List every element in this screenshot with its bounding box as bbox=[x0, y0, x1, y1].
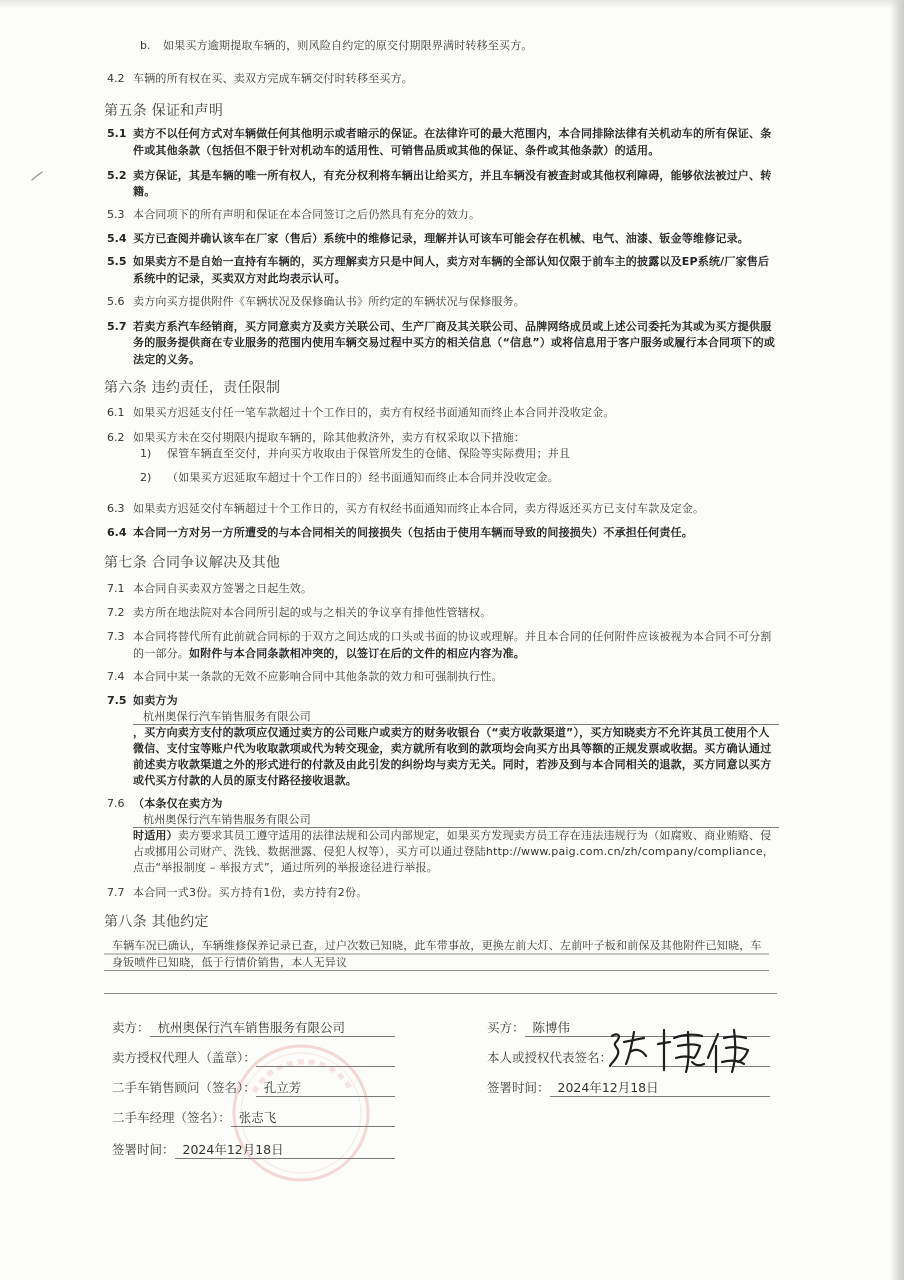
clause-6-1 bbox=[104, 405, 779, 422]
clause-5-3 bbox=[104, 207, 779, 224]
clause-5-7 bbox=[104, 319, 779, 369]
manager-label: 二手车经理（签名）： bbox=[112, 1110, 231, 1125]
clause-bold-text: 时适用） bbox=[133, 829, 178, 842]
clause-number: 5.1 bbox=[107, 127, 127, 140]
buyer-label: 买方： bbox=[487, 1020, 525, 1035]
scan-edge-top bbox=[0, 0, 904, 8]
clause-number: 2) bbox=[140, 471, 152, 484]
clause-number: 6.1 bbox=[107, 406, 125, 419]
clause-number: 7.5 bbox=[107, 693, 127, 707]
seller-company-field: 杭州奥保行汽车销售服务有限公司 bbox=[133, 709, 779, 725]
clause-7-3 bbox=[104, 629, 779, 662]
buyer-date-label: 签署时间： bbox=[487, 1080, 550, 1095]
clause-text-line bbox=[133, 828, 779, 876]
section-5-title: 第五条 保证和声明 bbox=[104, 103, 224, 119]
clauses-part-1 bbox=[104, 38, 779, 541]
clause-4-2 bbox=[104, 71, 779, 88]
clause-number: 5.7 bbox=[107, 319, 127, 333]
clause-number: 7.2 bbox=[107, 606, 125, 619]
clause-6-3 bbox=[104, 501, 779, 518]
clause-number: 7.4 bbox=[107, 670, 125, 683]
seller-agent-field bbox=[256, 1049, 395, 1067]
section-8-title: 第八条 其他约定 bbox=[104, 914, 209, 930]
section-6-title: 第六条 违约责任，责任限制 bbox=[104, 380, 281, 396]
clause-number: 5.3 bbox=[107, 208, 125, 221]
clause-4-1-b bbox=[104, 38, 779, 55]
clause-text: 保管车辆直至交付，并向买方收取由于保管所发生的仓储、保险等实际费用；并且 bbox=[167, 447, 571, 460]
clause-text: 买方已查阅并确认该车在厂家（售后）系统中的维修记录，理解并认可该车可能会存在机械、电气、油漆、钣金等维修记录。 bbox=[133, 232, 749, 245]
clause-text: 如果卖方迟延交付车辆超过十个工作日的，买方有权经书面通知而终止本合同，卖方得返还买方已支付车款及定金。 bbox=[133, 501, 705, 515]
clause-7-2 bbox=[104, 605, 779, 622]
clause-number: 7.7 bbox=[107, 886, 125, 899]
clause-text: 本合同中某一条款的无效不应影响合同中其他条款的效力和可强制执行性。 bbox=[133, 670, 503, 683]
seller-agent-label: 卖方授权代理人（盖章）： bbox=[112, 1050, 256, 1065]
clause-text: ，买方向卖方支付的款项应仅通过卖方的公司账户或卖方的财务收银台（“卖方收款渠道”），买方知晓卖方不允许其员工使用个人微信、支付宝等账户代为收取款项或代为转交现金，卖方就所有收到的款项均会向买方出具等额的正规发票或收据。买方确认通过前述卖方收款渠道之外的形式进行的付款及由此引发的纠纷均与卖方无关。同时，若涉及到与本合同相关的退款，买方同意以买方或代买方付款的人员的原支付路径接收退款。 bbox=[133, 725, 772, 787]
clause-number: 1) bbox=[140, 447, 152, 460]
clauses-part-3 bbox=[104, 912, 779, 971]
clause-6-2-sub-2 bbox=[104, 470, 779, 487]
clause-6-2 bbox=[104, 430, 779, 447]
other-terms-text: 车辆车况已确认，车辆维修保养记录已查，过户次数已知晓，此车带事故，更换左前大灯、左前叶子板和前保及其他附件已知晓，车身钣喷件已知晓，低于行情价销售，本人无异议 bbox=[104, 938, 769, 971]
clause-text: 卖方向买方提供附件《车辆状况及保修确认书》所约定的车辆状况与保修服务。 bbox=[133, 294, 525, 308]
clause-text: 卖方所在地法院对本合同所引起的或与之相关的争议享有排他性管辖权。 bbox=[133, 606, 492, 619]
clause-number: 7.6 bbox=[107, 797, 125, 810]
clause-7-7 bbox=[104, 885, 779, 902]
seller-company-field: 杭州奥保行汽车销售服务有限公司 bbox=[133, 812, 779, 828]
section-7-title: 第七条 合同争议解决及其他 bbox=[104, 555, 281, 571]
seller-row bbox=[112, 1019, 395, 1037]
clause-number: b. bbox=[140, 39, 151, 52]
clause-5-1 bbox=[104, 126, 779, 159]
clause-lead-text: （本条仅在卖方为 bbox=[133, 797, 223, 810]
clause-7-4 bbox=[104, 669, 779, 686]
clause-text-group bbox=[133, 693, 779, 789]
clause-5-2 bbox=[104, 168, 779, 201]
clause-bold-text: 如附件与本合同条款相冲突的，以签订在后的文件的相应内容为准。 bbox=[189, 646, 525, 660]
clause-text: 卖方保证，其是车辆的唯一所有权人，有充分权利将车辆出让给买方，并且车辆没有被查封或其他权利障碍，能够依法被过户、转籍。 bbox=[133, 168, 772, 198]
seller-label: 卖方： bbox=[112, 1020, 150, 1035]
clause-5-4 bbox=[104, 231, 779, 248]
seller-date-field: 2024年12月18日 bbox=[175, 1141, 395, 1159]
clause-number: 7.1 bbox=[107, 582, 125, 595]
clause-number: 5.6 bbox=[107, 294, 125, 308]
clause-text: 如果买方迟延支付任一笔车款超过十个工作日的，卖方有权经书面通知而终止本合同并没收定金。 bbox=[133, 406, 615, 419]
sales-advisor-row bbox=[112, 1079, 395, 1097]
signature-divider bbox=[104, 993, 777, 994]
sales-advisor-label: 二手车销售顾问（签名）： bbox=[112, 1080, 256, 1095]
buyer-handwritten-signature bbox=[604, 1026, 754, 1074]
clause-7-1 bbox=[104, 581, 779, 598]
manager-name-field: 张志飞 bbox=[231, 1109, 395, 1127]
clause-text: 车辆的所有权在买、卖双方完成车辆交付时转移至买方。 bbox=[133, 71, 413, 85]
clause-number: 6.3 bbox=[107, 501, 125, 515]
clause-text: （如果买方迟延取车超过十个工作日的）经书面通知而终止本合同并没收定金。 bbox=[167, 471, 559, 484]
clause-number: 5.2 bbox=[107, 168, 127, 182]
clause-text: 本合同将替代所有此前就合同标的于双方之间达成的口头或书面的协议或理解。并且本合同的任何附件应该被视为本合同不可分割的一部分。 bbox=[133, 630, 772, 660]
clause-7-6 bbox=[104, 796, 779, 876]
seller-date-row bbox=[112, 1141, 395, 1159]
clause-lead-text: 如卖方为 bbox=[133, 693, 178, 707]
scan-edge-right bbox=[890, 0, 904, 1280]
clause-text-group bbox=[133, 796, 779, 876]
seller-agent-row bbox=[112, 1049, 395, 1067]
clause-number: 6.2 bbox=[107, 430, 125, 444]
clause-5-5 bbox=[104, 254, 779, 287]
clause-number: 4.2 bbox=[107, 71, 125, 85]
clause-text: 本合同项下的所有声明和保证在本合同签订之后仍然具有充分的效力。 bbox=[133, 208, 481, 221]
seller-name-field: 杭州奥保行汽车销售服务有限公司 bbox=[150, 1019, 395, 1037]
clause-text: 如果卖方不是自始一直持有车辆的，买方理解卖方只是中间人，卖方对车辆的全部认知仅限于前车主的披露以及EP系统/厂家售后系统中的记录，买卖双方对此均表示认可。 bbox=[133, 255, 770, 285]
manager-row bbox=[112, 1109, 395, 1127]
clause-text-group bbox=[133, 629, 779, 662]
clause-number: 5.4 bbox=[107, 232, 127, 245]
clause-text: 若卖方系汽车经销商，买方同意卖方及卖方关联公司、生产厂商及其关联公司、品牌网络成员或上述公司委托为其或为买方提供服务的服务提供商在专业服务的范围内使用车辆交易过程中买方的相关信息（“信息”）或将信息用于客户服务或履行本合同项下的或法定的义务。 bbox=[133, 319, 776, 366]
clause-5-6 bbox=[104, 294, 779, 311]
clause-6-2-sub-1 bbox=[104, 446, 779, 463]
clauses-part-2 bbox=[104, 553, 779, 902]
clause-number: 5.5 bbox=[107, 255, 127, 268]
clause-text: 本合同一方对另一方所遭受的与本合同相关的间接损失（包括由于使用车辆而导致的间接损失）不承担任何责任。 bbox=[133, 525, 693, 539]
buyer-date-row bbox=[487, 1079, 770, 1097]
clause-text: 如果买方未在交付期限内提取车辆的，除其他救济外，卖方有权采取以下措施： bbox=[133, 430, 525, 444]
clause-text: 卖方不以任何方式对车辆做任何其他明示或者暗示的保证。在法律许可的最大范围内，本合同排除法律有关机动车的所有保证、条件或其他条款（包括但不限于针对机动车的适用性、可销售品质或其他的保证、条件或其他条款）的适用。 bbox=[133, 127, 772, 157]
clause-6-4 bbox=[104, 525, 779, 542]
clause-text: 卖方要求其员工遵守适用的法律法规和公司内部规定，如果买方发现卖方员工存在违法违规行为（如腐败、商业贿赂、侵占或挪用公司财产、洗钱、数据泄露、侵犯人权等），买方可以通过登陆http://www.paig.com.cn/zh/company/compliance，点击“举报制度 – 举报方式”，通过所列的举报途径进行举报。 bbox=[133, 829, 775, 874]
buyer-date-field: 2024年12月18日 bbox=[550, 1079, 770, 1097]
clause-text: 本合同一式3份。买方持有1份，卖方持有2份。 bbox=[133, 886, 368, 899]
clause-number: 7.3 bbox=[107, 630, 125, 643]
buyer-sign-label: 本人或授权代表签名： bbox=[487, 1050, 613, 1065]
clause-text: 本合同自买卖双方签署之日起生效。 bbox=[133, 582, 313, 595]
seller-date-label: 签署时间： bbox=[112, 1142, 175, 1157]
clause-number: 6.4 bbox=[107, 525, 127, 539]
sales-advisor-name-field: 孔立芳 bbox=[256, 1079, 395, 1097]
clause-7-5 bbox=[104, 693, 779, 789]
scan-speck bbox=[28, 166, 48, 186]
clause-text: 如果买方逾期提取车辆的，则风险自约定的原交付期限界满时转移至买方。 bbox=[163, 39, 533, 52]
buyer-name-field: 陈博伟 bbox=[525, 1019, 770, 1037]
